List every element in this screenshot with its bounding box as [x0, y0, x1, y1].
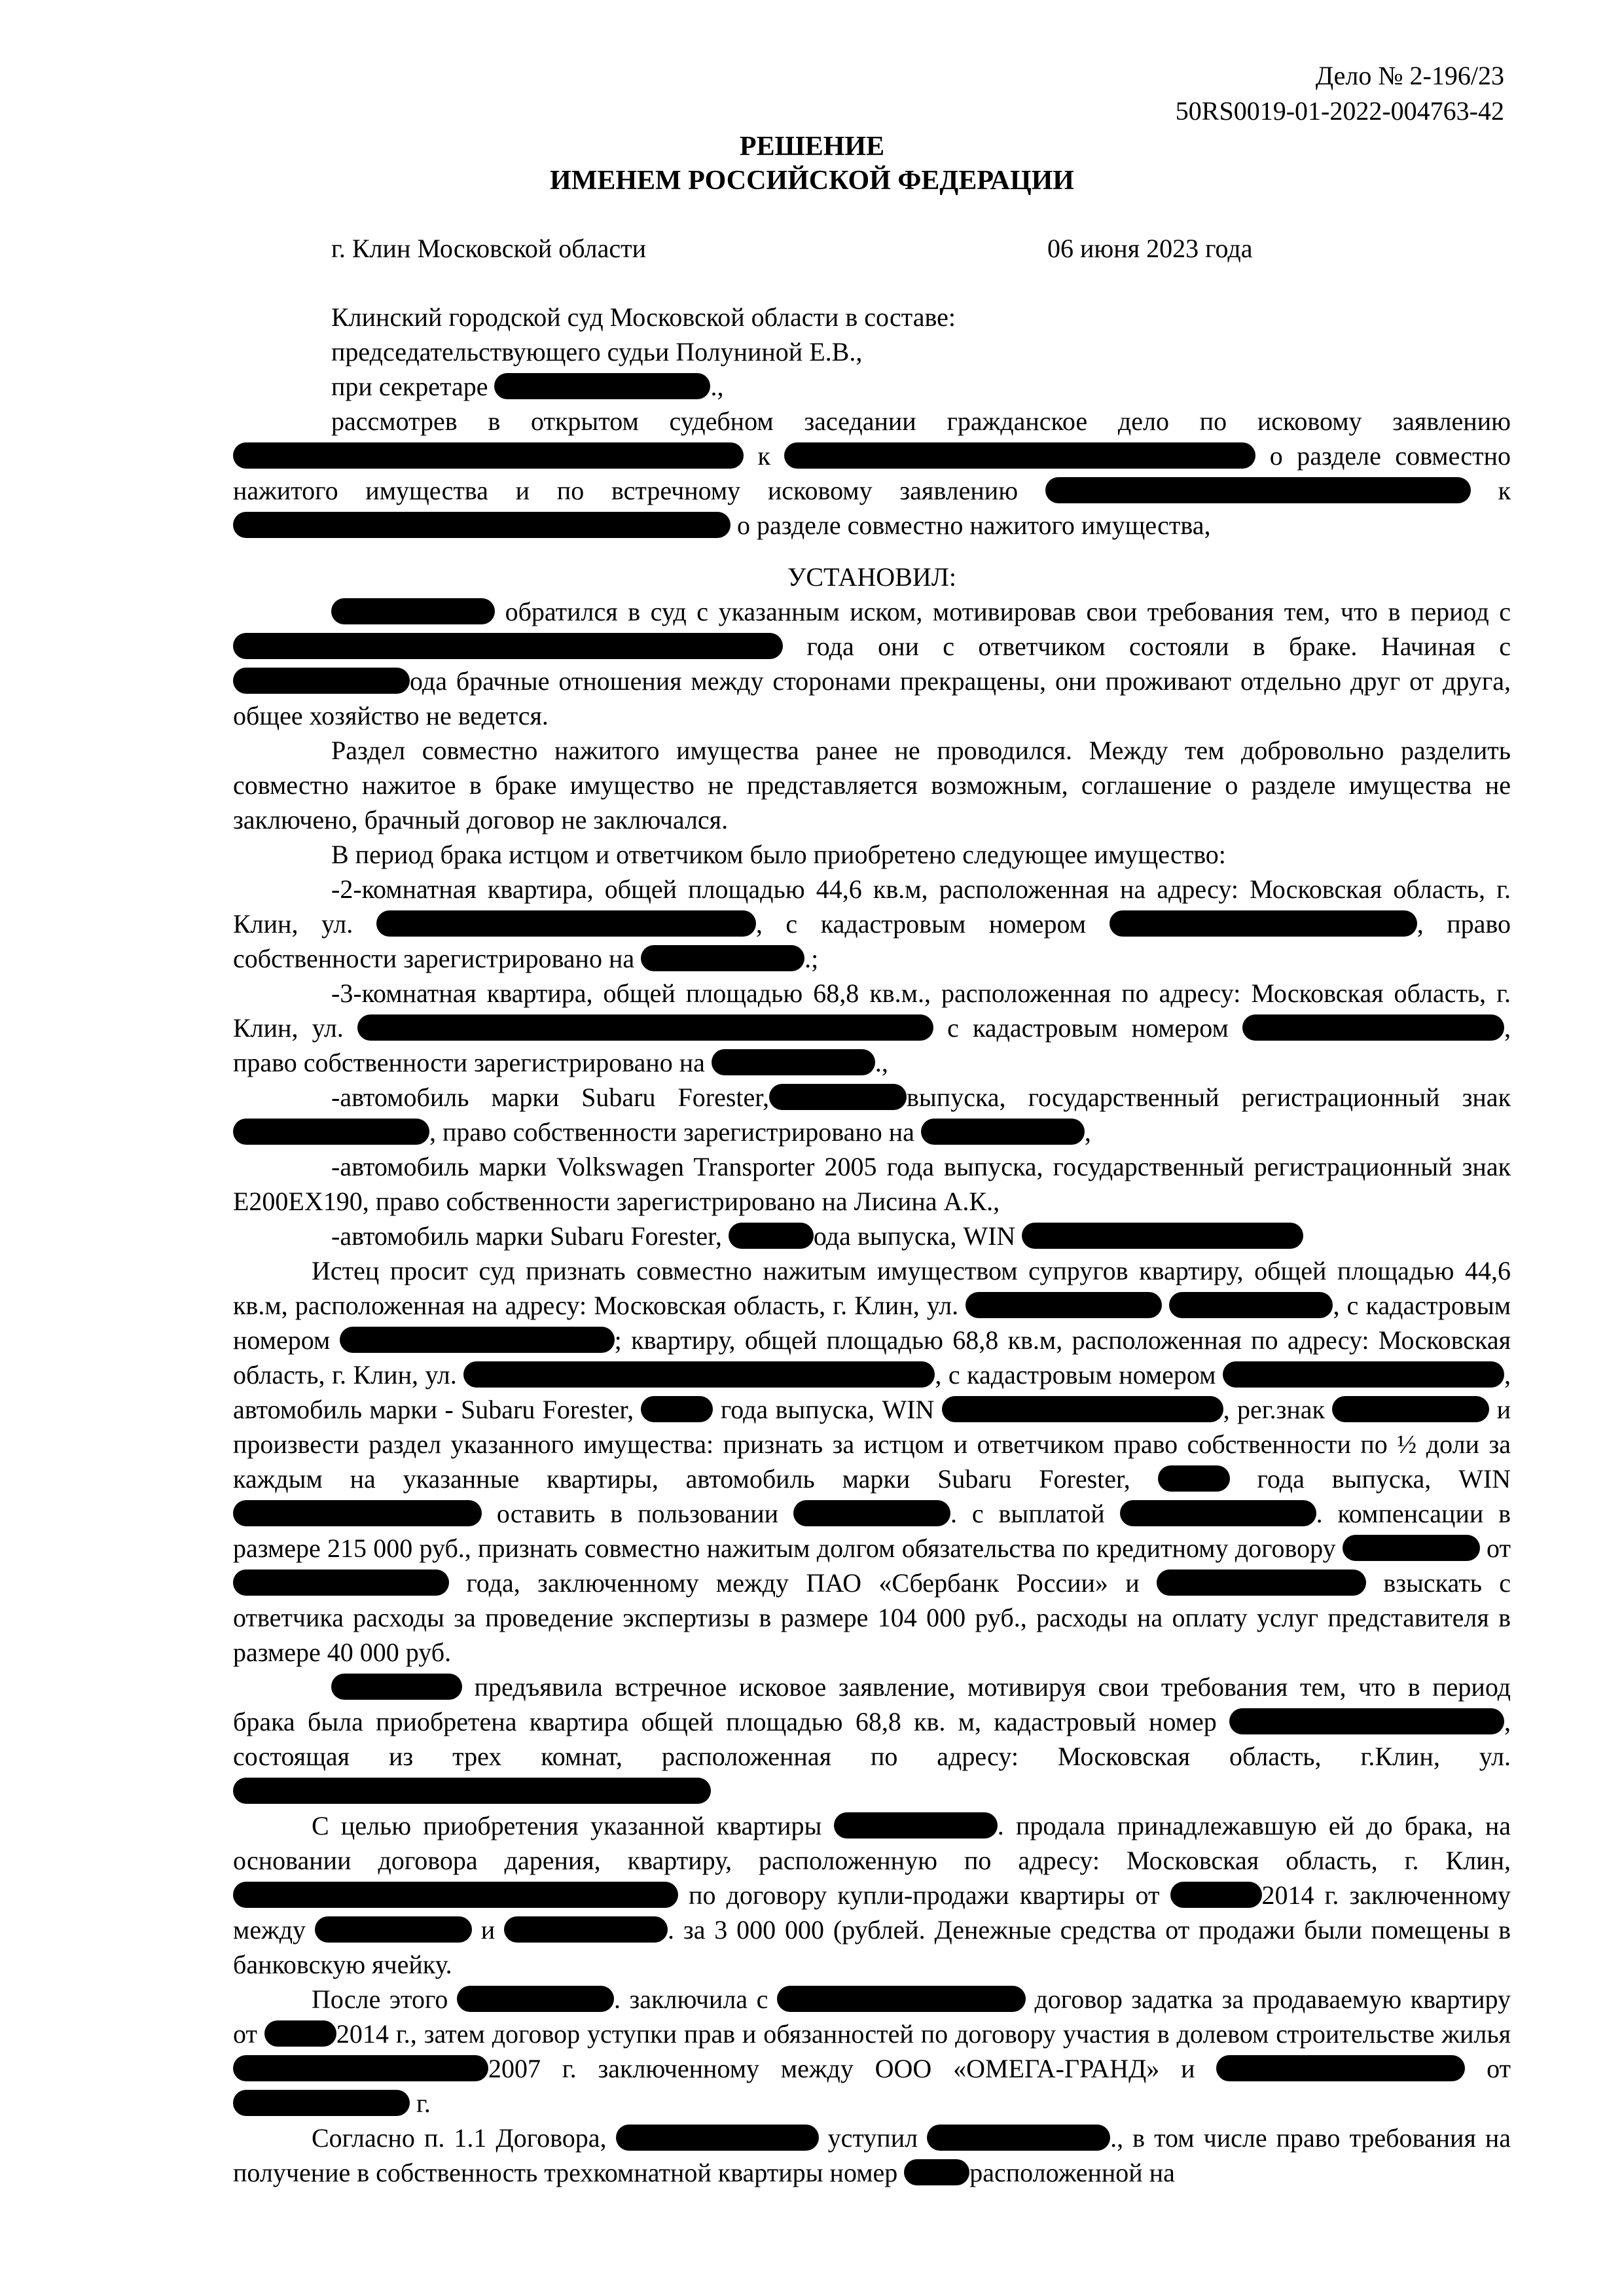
property-item-1: -2-комнатная квартира, общей площадью 44,6 кв.м, расположенная на адресу: Московская область, г. Клин, ул. , с кадастровым номером , право собственности зарегистрировано на .; — [233, 874, 1511, 973]
paragraph-6: С целью приобретения указанной квартиры . продала принадлежавшую ей до брака, на основании договора дарения, квартиру, расположенную по адресу: Московская область, г. Клин, по договору купли-продажи квартиры от 2014 г. заключенному между и . за 3 000 000 (рублей. Денежные средства от продажи были помещены в банковскую ячейку. — [233, 1811, 1511, 1979]
redaction — [784, 442, 1255, 469]
redaction — [264, 2020, 336, 2047]
redaction — [793, 1500, 950, 1526]
redaction — [233, 442, 744, 469]
redaction — [1120, 1500, 1316, 1526]
court-line-3: при секретаре ., — [331, 372, 724, 401]
paragraph-8: Согласно п. 1.1 Договора, уступил ., в том числе право требования на получение в собственность трехкомнатной квартиры номер расположенной на — [233, 2123, 1511, 2187]
court-line-2: председательствующего судьи Полуниной Е.В., — [331, 337, 863, 367]
property-item-3: -автомобиль марки Subaru Forester, выпуска, государственный регистрационный знак , право собственности зарегистрировано на , — [233, 1080, 1511, 1149]
redaction — [1216, 2055, 1465, 2081]
document-title: РЕШЕНИЕ — [739, 132, 885, 162]
paragraph-7: После этого . заключила с договор задатка за продаваемую квартиру от 2014 г., затем договор уступки прав и обязанностей по договору участия в долевом строительстве жилья 2007 г. заключенному между ООО «ОМЕГА-ГРАНД» и от г. — [233, 1984, 1511, 2118]
redaction — [1242, 1014, 1504, 1041]
case-number: Дело № 2-196/23 — [1315, 61, 1504, 90]
redaction — [904, 2159, 969, 2185]
redaction — [1158, 1465, 1230, 1492]
redaction — [331, 1674, 462, 1700]
redaction — [1332, 1396, 1489, 1422]
redaction — [315, 1916, 472, 1943]
redaction — [616, 2125, 819, 2151]
redaction — [233, 1778, 711, 1804]
redaction — [340, 1327, 615, 1353]
redaction — [641, 945, 804, 971]
paragraph-4: Истец просит суд признать совместно нажитым имуществом супругов квартиру, общей площадью 44,6 кв.м, расположенная на адресу: Московская область, г. Клин, ул. , с кадастровым номером ; квартиру, общей площадью 68,8 кв.м, расположенная по адресу: Московская область, г. Клин, ул. , с кадастровым номером , автомобиль марки - Subaru Forester, года выпуска, WIN , рег.знак и произвести раздел указанного имущества: признать за истцом и ответчиком право собственности по ½ доли за каждым на указанные квартиры, автомобиль марки Subaru Forester, года выпуска, WIN оставить в пользовании . с выплатой . компенсации в размере 215 000 руб., признать совместно нажитым долгом обязательства по кредитному договору от года, заключенному между ПАО «Сбербанк России» и взыскать с ответчика расходы за проведение экспертизы в размере 104 000 руб., расходы на оплату услуг представителя в размере 40 000 руб. — [233, 1256, 1511, 1667]
redaction — [1110, 910, 1417, 937]
redaction — [965, 1292, 1162, 1318]
redaction — [233, 633, 783, 659]
redaction — [494, 373, 710, 399]
redaction — [233, 2055, 488, 2081]
redaction — [1157, 1570, 1366, 1596]
redaction — [457, 1986, 614, 2012]
redaction — [233, 2090, 410, 2116]
redaction — [331, 598, 495, 624]
property-item-4: -автомобиль марки Volkswagen Transporter 2005 года выпуска, государственный регистрационный знак Е200ЕХ190, право собственности зарегистрировано на Лисина А.К., — [233, 1152, 1511, 1216]
redaction — [233, 1570, 449, 1596]
redaction — [376, 910, 756, 937]
redaction — [233, 668, 410, 694]
paragraph-2: Раздел совместно нажитого имущества ранее не проводился. Между тем добровольно разделить совместно нажитое в браке имущество не представляется возможным, соглашение о разделе имущества не заключено, брачный договор не заключался. — [233, 736, 1511, 834]
redaction — [712, 1049, 875, 1075]
redaction — [927, 2125, 1110, 2151]
paragraph-1: обратился в суд с указанным иском, мотивировав свои требования тем, что в период с года они с ответчиком состояли в браке. Начиная с ода брачные отношения между сторонами прекращены, они проживают отдельно друг от друга, общее хозяйство не ведется. — [233, 597, 1511, 730]
document-body — [233, 300, 1511, 2190]
redaction — [504, 1916, 668, 1943]
redaction — [1223, 1361, 1504, 1388]
redaction — [233, 1119, 429, 1145]
paragraph-5: предъявила встречное исковое заявление, мотивируя свои требования тем, что в период брака была приобретена квартира общей площадью 68,8 кв. м, кадастровый номер , состоящая из трех комнат, расположенная по адресу: Московская область, г.Клин, ул. — [233, 1670, 1511, 1808]
redaction — [233, 1882, 678, 1908]
intro-paragraph: рассмотрев в открытом судебном заседании гражданское дело по исковому заявлению к о разделе совместно нажитого имущества и по встречному исковому заявлению к о разделе совместно нажитого имущества, — [233, 406, 1511, 540]
redaction — [834, 1812, 998, 1839]
redaction — [729, 1223, 814, 1249]
place: г. Клин Московской области — [331, 234, 646, 263]
case-uid: 50RS0019-01-2022-004763-42 — [1175, 96, 1504, 126]
redaction — [777, 1986, 1026, 2012]
established-heading: УСТАНОВИЛ: — [787, 562, 956, 592]
redaction — [769, 1084, 907, 1110]
redaction — [233, 512, 731, 538]
redaction — [1343, 1535, 1480, 1561]
property-item-5: -автомобиль марки Subaru Forester, ода выпуска, WIN — [233, 1219, 1511, 1253]
redaction — [1229, 1708, 1504, 1734]
redaction — [921, 1119, 1085, 1145]
paragraph-3: В период брака истцом и ответчиком было приобретено следующее имущество: — [331, 840, 1226, 869]
redaction — [1169, 1292, 1333, 1318]
redaction — [942, 1396, 1223, 1422]
redaction — [463, 1361, 935, 1388]
redaction — [641, 1396, 713, 1422]
decision-date: 06 июня 2023 года — [1047, 234, 1253, 263]
document-subtitle: ИМЕНЕМ РОССИЙСКОЙ ФЕДЕРАЦИИ — [550, 166, 1074, 196]
redaction — [357, 1014, 933, 1041]
redaction — [1045, 477, 1471, 503]
redaction — [1170, 1882, 1262, 1908]
redaction — [1022, 1223, 1303, 1249]
property-item-2: -3-комнатная квартира, общей площадью 68,8 кв.м., расположенная по адресу: Московская область, г. Клин, ул. с кадастровым номером , право собственности зарегистрировано на ., — [233, 978, 1511, 1077]
redaction — [233, 1500, 482, 1526]
court-line-1: Клинский городской суд Московской области в составе: — [331, 302, 956, 332]
